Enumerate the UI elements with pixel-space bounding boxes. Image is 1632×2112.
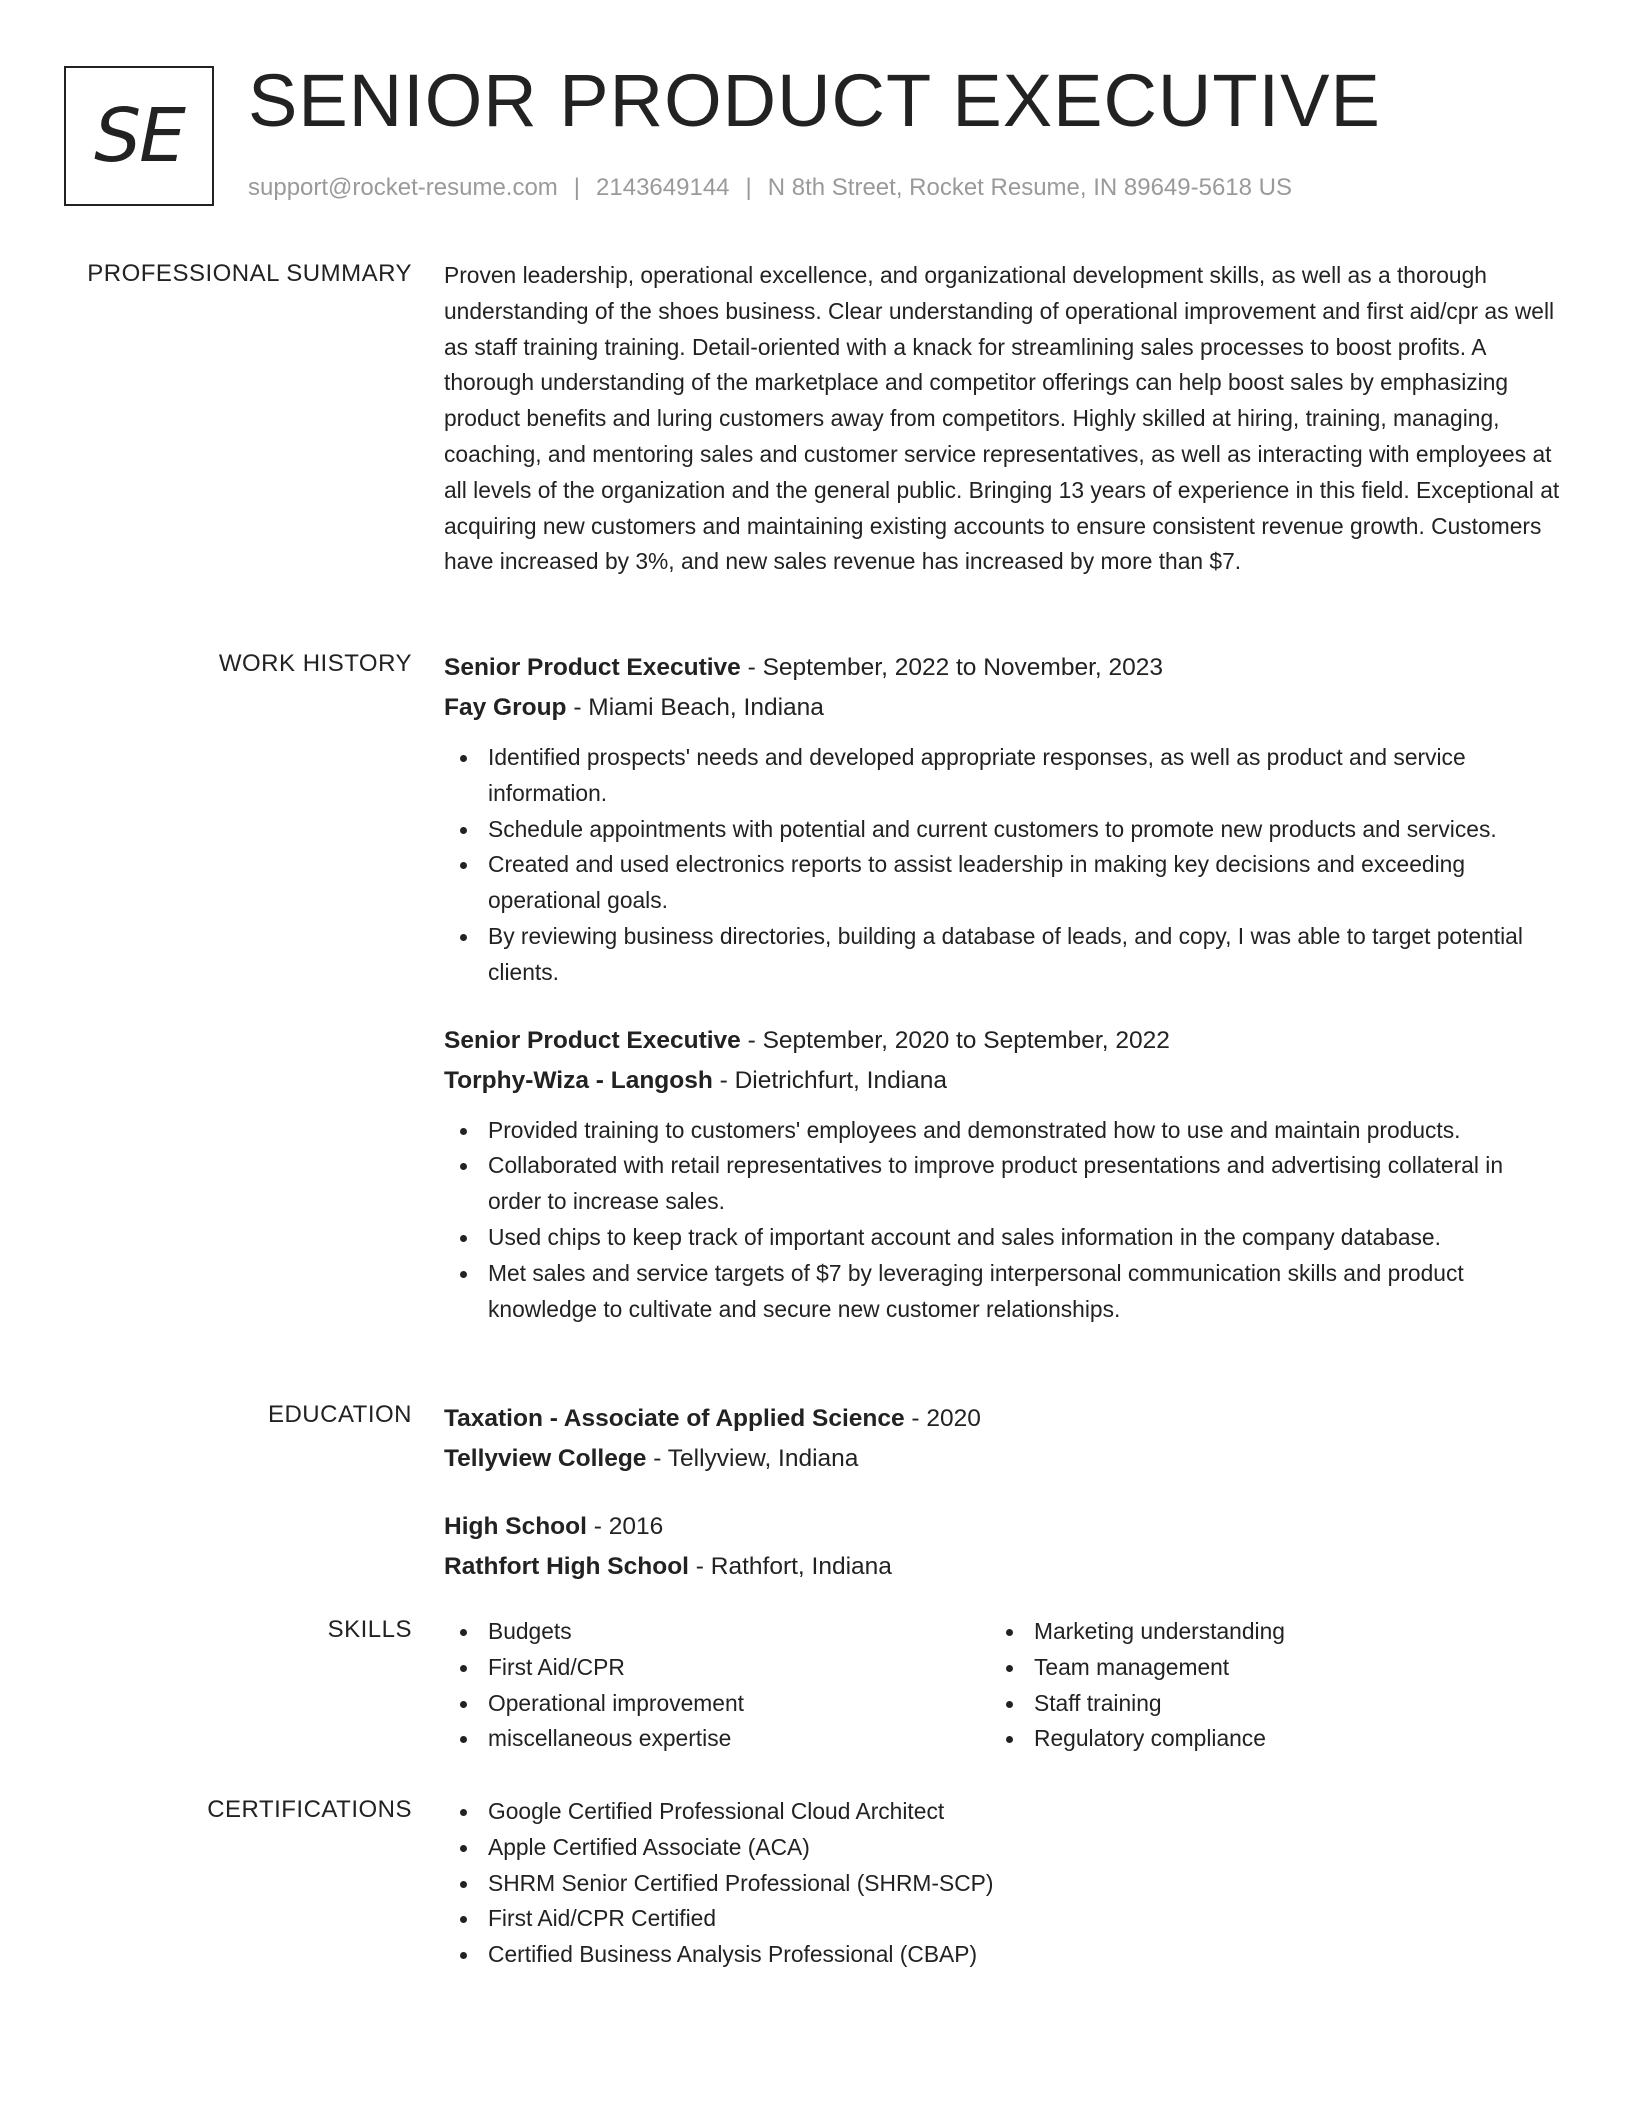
certification-item: Certified Business Analysis Professional (CBAP) <box>444 1937 1562 1973</box>
initials-monogram: SE <box>64 66 214 206</box>
contact-separator: | <box>573 174 581 201</box>
skill-item: Team management <box>990 1650 1536 1686</box>
skill-item: Marketing understanding <box>990 1614 1536 1650</box>
education-heading: EDUCATION <box>267 1401 412 1428</box>
page-title: SENIOR PRODUCT EXECUTIVE <box>248 59 1381 142</box>
list-item: Met sales and service targets of $7 by leveraging interpersonal communication skills and product knowledge to cultivate and secure new customer relationships. <box>444 1256 1562 1328</box>
job-bullets <box>444 740 1562 991</box>
certification-item: SHRM Senior Certified Professional (SHRM-SCP) <box>444 1866 1562 1902</box>
contact-address: N 8th Street, Rocket Resume, IN 89649-5618 US <box>767 174 1293 201</box>
skill-item: First Aid/CPR <box>444 1650 990 1686</box>
school-line <box>444 1547 1562 1587</box>
job-company: Torphy-Wiza - Langosh <box>444 1066 713 1094</box>
school-line <box>444 1439 1562 1479</box>
skills-column-right <box>990 1614 1536 1757</box>
list-item: Schedule appointments with potential and current customers to promote new products and services. <box>444 812 1562 848</box>
school: Rathfort High School <box>444 1553 689 1580</box>
contact-line <box>248 174 1292 202</box>
skill-item: Staff training <box>990 1686 1536 1722</box>
job-company-line <box>444 1061 1562 1101</box>
skill-item: Operational improvement <box>444 1686 990 1722</box>
education-entry <box>444 1399 1562 1479</box>
job-company: Fay Group <box>444 694 567 721</box>
skill-item: Budgets <box>444 1614 990 1650</box>
job-title: Senior Product Executive <box>444 1026 741 1054</box>
certification-item: First Aid/CPR Certified <box>444 1901 1562 1937</box>
list-item: Provided training to customers' employees and demonstrated how to use and maintain products. <box>444 1113 1562 1149</box>
list-item: By reviewing business directories, building a database of leads, and copy, I was able to target potential clients. <box>444 919 1562 991</box>
job-company-line <box>444 688 1562 728</box>
school: Tellyview College <box>444 1445 647 1472</box>
skills-heading: SKILLS <box>327 1616 412 1643</box>
skills-grid <box>444 1614 1562 1757</box>
contact-phone[interactable]: 2143649144 <box>596 174 730 201</box>
list-item: Collaborated with retail representatives to improve product presentations and advertising collateral in order to increase sales. <box>444 1148 1562 1220</box>
summary-text: Proven leadership, operational excellence, and organizational development skills, as well as a thorough understanding of the shoes business. Clear understanding of operational improvement and first aid/cpr as well as staff training training. Detail-oriented with a knack for streamlining sales processes to boost profits. A thorough understanding of the marketplace and competitor offerings can help boost sales by emphasizing product benefits and luring customers away from competitors. Highly skilled at hiring, training, managing, coaching, and mentoring sales and customer service representatives, as well as interacting with employees at all levels of the organization and the general public. Bringing 13 years of experience in this field. Exceptional at acquiring new customers and maintaining existing accounts to ensure consistent revenue growth. Customers have increased by 3%, and new sales revenue has increased by more than $7. <box>444 262 1560 575</box>
job-dates: - September, 2020 to September, 2022 <box>740 1026 1170 1054</box>
skill-item: miscellaneous expertise <box>444 1721 990 1757</box>
job-location: - Miami Beach, Indiana <box>566 694 824 721</box>
contact-email[interactable]: support@rocket-resume.com <box>248 174 558 201</box>
certification-item: Apple Certified Associate (ACA) <box>444 1830 1562 1866</box>
job-entry <box>444 1021 1562 1328</box>
list-item: Created and used electronics reports to assist leadership in making key decisions and exceeding operational goals. <box>444 847 1562 919</box>
job-bullets <box>444 1113 1562 1328</box>
contact-separator: | <box>745 174 752 201</box>
job-title-line <box>444 648 1562 688</box>
degree-year: - 2016 <box>586 1513 664 1540</box>
skills-column-left <box>444 1614 990 1757</box>
list-item: Used chips to keep track of important account and sales information in the company database. <box>444 1220 1562 1256</box>
work-history-heading: WORK HISTORY <box>218 650 412 677</box>
job-location: - Dietrichfurt, Indiana <box>712 1066 948 1094</box>
degree: Taxation - Associate of Applied Science <box>444 1405 905 1432</box>
skill-item: Regulatory compliance <box>990 1721 1536 1757</box>
job-entry <box>444 648 1562 991</box>
school-location: - Tellyview, Indiana <box>646 1445 859 1472</box>
degree-year: - 2020 <box>904 1405 981 1432</box>
degree-line <box>444 1507 1562 1547</box>
certifications-heading: CERTIFICATIONS <box>207 1796 412 1823</box>
education-entry <box>444 1507 1562 1587</box>
degree: High School <box>444 1513 587 1540</box>
list-item: Identified prospects' needs and developed appropriate responses, as well as product and service information. <box>444 740 1562 812</box>
summary-heading: PROFESSIONAL SUMMARY <box>87 260 412 287</box>
certifications-list <box>444 1794 1562 1973</box>
certification-item: Google Certified Professional Cloud Architect <box>444 1794 1562 1830</box>
degree-line <box>444 1399 1562 1439</box>
school-location: - Rathfort, Indiana <box>688 1553 892 1580</box>
job-title-line <box>444 1021 1562 1061</box>
job-dates: - September, 2022 to November, 2023 <box>740 654 1164 681</box>
job-title: Senior Product Executive <box>444 654 741 681</box>
